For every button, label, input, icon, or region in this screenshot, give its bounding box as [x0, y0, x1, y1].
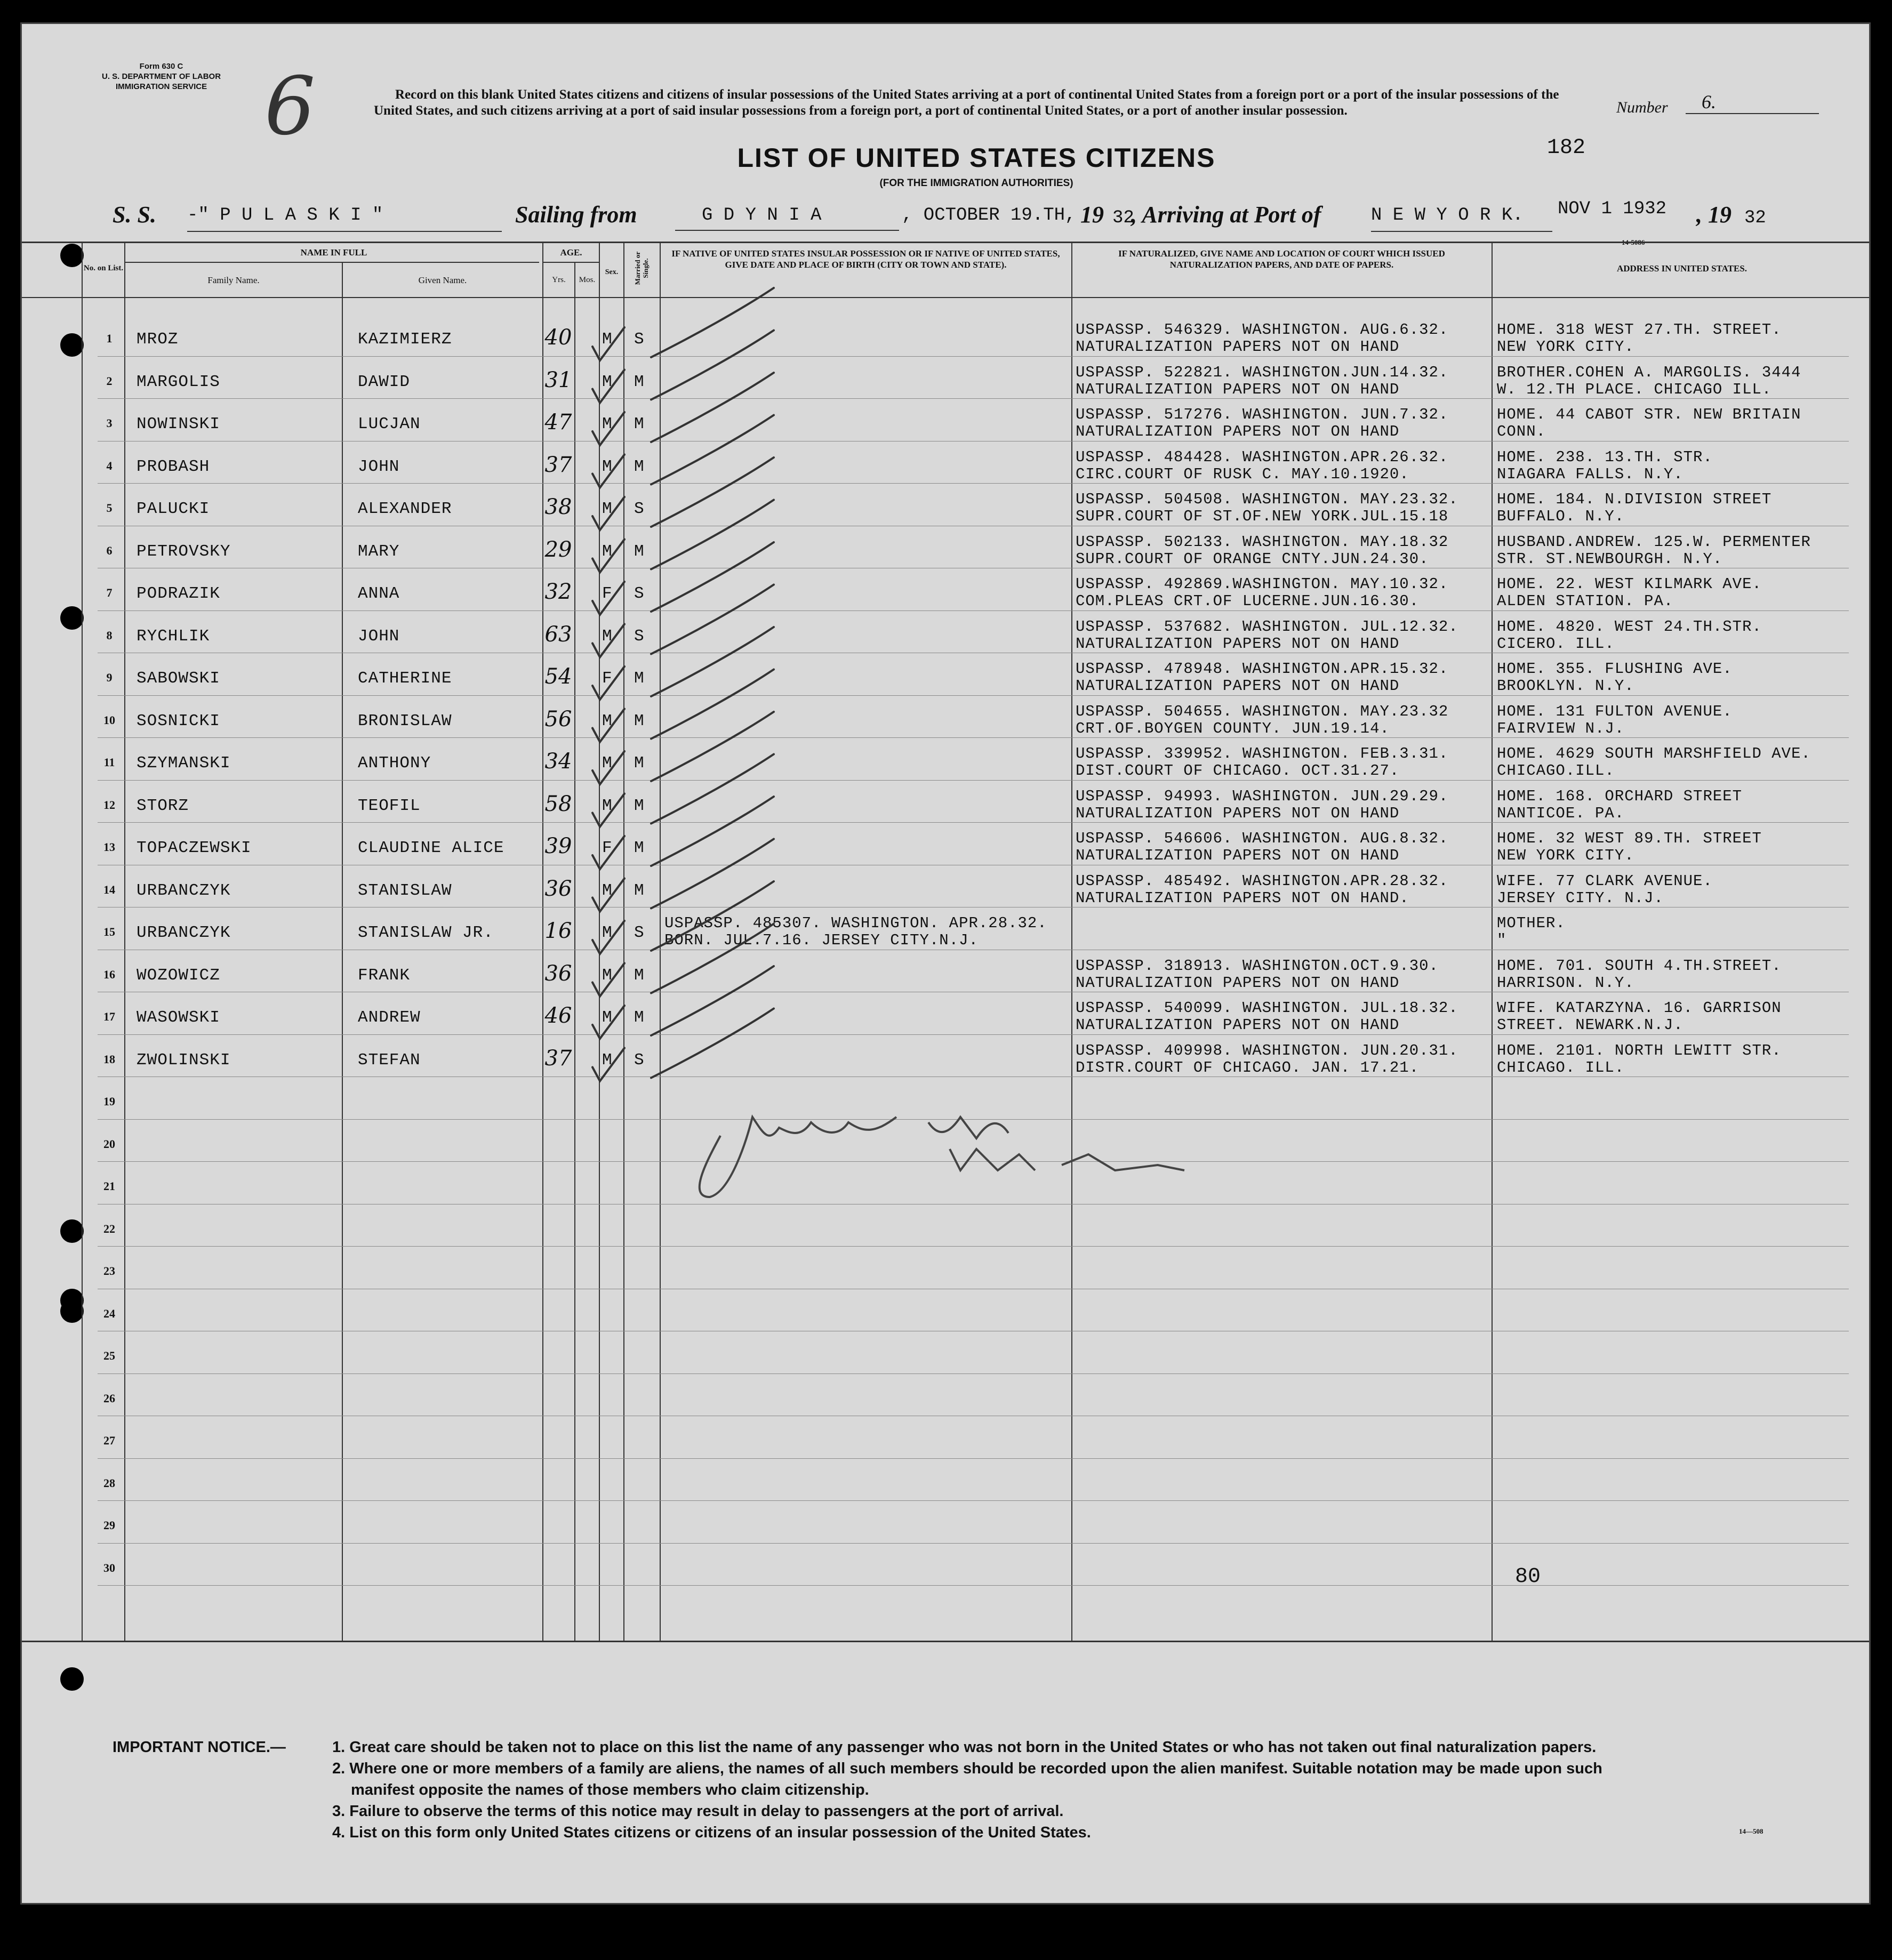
notice-item-4: 4. List on this form only United States citizens or citizens of an insular possession of the United States. [332, 1824, 1091, 1841]
form-preamble: Record on this blank United States citizens and citizens of insular possessions of the United States arriving at a port of continental United States from a foreign port or a port of the insular possessions of the United States, and such citizens arriving at a port of said insular possessions from a foreign port, a port of continental United States, or a port of another insular possession. [374, 87, 1559, 118]
naturalization-line-1: USPASSP. 537682. WASHINGTON. JUL.12.32. [1076, 617, 1458, 636]
naturalization-line-1: USPASSP. 318913. WASHINGTON.OCT.9.30. [1076, 957, 1439, 975]
row-number: 18 [103, 1052, 115, 1066]
row-number: 26 [103, 1391, 115, 1405]
address-line-2: BUFFALO. N.Y. [1497, 508, 1625, 525]
page-subtitle: (FOR THE IMMIGRATION AUTHORITIES) [879, 178, 1073, 189]
given-name: JOHN [358, 626, 400, 646]
age-years: 37 [544, 1046, 572, 1071]
age-years: 31 [544, 367, 572, 392]
family-name: WOZOWICZ [137, 966, 220, 985]
family-name: SOSNICKI [137, 711, 220, 730]
family-name: PODRAZIK [137, 584, 220, 603]
naturalization-line-2: NATURALIZATION PAPERS NOT ON HAND [1076, 380, 1400, 398]
row-number: 12 [103, 798, 115, 812]
naturalization-line-2: NATURALIZATION PAPERS NOT ON HAND [1076, 677, 1400, 695]
header-native: IF NATIVE OF UNITED STATES INSULAR POSSESSION OR IF NATIVE OF UNITED STATES, GIVE DATE AND PLACE OF BIRTH (CITY OR TOWN AND STATE). [671, 248, 1060, 270]
marital-status: M [634, 711, 645, 730]
row-number: 2 [106, 374, 113, 388]
given-name: FRANK [358, 966, 411, 985]
age-years: 47 [544, 410, 572, 435]
address-line-2: FAIRVIEW N.J. [1497, 719, 1625, 737]
address-line-1: HOME. 4820. WEST 24.TH.STR. [1497, 617, 1762, 636]
given-name: ANTHONY [358, 754, 431, 773]
sex: M [602, 796, 613, 815]
header-naturalized: IF NATURALIZED, GIVE NAME AND LOCATION OF COURT WHICH ISSUED NATURALIZATION PAPERS, AND DATE OF PAPERS. [1118, 248, 1445, 270]
age-years: 36 [544, 961, 572, 986]
row-number: 19 [103, 1095, 115, 1108]
address-line-2: STR. ST.NEWBOURGH. N.Y. [1497, 550, 1723, 568]
notice-item-2: 2. Where one or more members of a family are aliens, the names of all such members should be recorded upon the alien manifest. Suitable notation may be made upon such [332, 1760, 1602, 1777]
marital-status: M [634, 839, 645, 857]
address-line-1: HOME. 168. ORCHARD STREET [1497, 787, 1743, 805]
given-name: MARY [358, 542, 400, 561]
family-name: RYCHLIK [137, 626, 210, 646]
naturalization-line-1: USPASSP. 546329. WASHINGTON. AUG.6.32. [1076, 321, 1449, 339]
sex: M [602, 1008, 613, 1027]
row-number: 10 [103, 713, 115, 727]
naturalization-line-1: USPASSP. 517276. WASHINGTON. JUN.7.32. [1076, 406, 1449, 423]
row-number: 15 [103, 925, 115, 938]
row-number: 8 [106, 628, 113, 642]
marital-status: M [634, 542, 645, 561]
handwritten-date [950, 1149, 1184, 1170]
naturalization-line-2: NATURALIZATION PAPERS NOT ON HAND [1076, 804, 1400, 822]
naturalization-line-1: USPASSP. 504508. WASHINGTON. MAY.23.32. [1076, 491, 1458, 508]
header-age: AGE. [560, 247, 582, 258]
row-number: 14 [103, 882, 115, 896]
given-name: KAZIMIERZ [358, 330, 452, 349]
year-prefix: 19 [1080, 202, 1104, 228]
naturalization-line-1: USPASSP. 484428. WASHINGTON.APR.26.32. [1076, 448, 1449, 466]
given-name: TEOFIL [358, 796, 421, 815]
address-line-2: ALDEN STATION. PA. [1497, 592, 1674, 610]
given-name: STEFAN [358, 1050, 421, 1070]
address-line-2: STREET. NEWARK.N.J. [1497, 1016, 1683, 1034]
marital-status: M [634, 1008, 645, 1027]
number-value: 6. [1686, 91, 1819, 114]
age-years: 38 [544, 495, 572, 519]
age-years: 56 [544, 706, 572, 732]
marital-status: M [634, 754, 645, 773]
given-name: ANNA [358, 584, 400, 603]
sex: M [602, 542, 613, 561]
notice-item-2-cont: manifest opposite the names of those members who claim citizenship. [351, 1781, 869, 1798]
given-name: ANDREW [358, 1008, 421, 1027]
sex: M [602, 330, 613, 349]
naturalization-line-2: NATURALIZATION PAPERS NOT ON HAND [1076, 1016, 1400, 1034]
naturalization-line-1: USPASSP. 485492. WASHINGTON.APR.28.32. [1076, 872, 1449, 890]
naturalization-line-1: USPASSP. 540099. WASHINGTON. JUL.18.32. [1076, 999, 1458, 1017]
address-line-1: WIFE. KATARZYNA. 16. GARRISON [1497, 999, 1782, 1017]
row-number: 23 [103, 1264, 115, 1278]
family-name: PROBASH [137, 457, 210, 476]
address-line-2: CHICAGO. ILL. [1497, 1058, 1625, 1077]
address-line-2: JERSEY CITY. N.J. [1497, 889, 1664, 907]
row-number: 3 [106, 416, 113, 430]
age-years: 63 [544, 622, 572, 647]
address-line-2: CONN. [1497, 423, 1546, 440]
naturalization-line-2: CIRC.COURT OF RUSK C. MAY.10.1920. [1076, 465, 1409, 483]
sex: M [602, 1050, 613, 1070]
row-number: 6 [106, 543, 113, 557]
header-married-single: Married or Single. [634, 251, 650, 285]
sex: F [602, 584, 613, 603]
naturalization-line-2: NATURALIZATION PAPERS NOT ON HAND [1076, 847, 1400, 864]
form-service: IMMIGRATION SERVICE [115, 82, 207, 91]
port-from: G D Y N I A [675, 205, 899, 231]
naturalization-line-2: NATURALIZATION PAPERS NOT ON HAND [1076, 338, 1400, 356]
date-sailed: , OCTOBER 19.TH, [902, 205, 1076, 226]
sex: M [602, 754, 613, 773]
address-line-1: MOTHER. [1497, 914, 1566, 932]
sex: M [602, 923, 613, 942]
naturalization-line-2: DISTR.COURT OF CHICAGO. JAN. 17.21. [1076, 1058, 1420, 1077]
family-name: PALUCKI [137, 500, 210, 518]
page-number: 80 [1515, 1565, 1541, 1589]
naturalization-line-2: SUPR.COURT OF ORANGE CNTY.JUN.24.30. [1076, 550, 1429, 568]
address-line-2: NEW YORK CITY. [1497, 338, 1634, 356]
marital-status: M [634, 669, 645, 688]
sailing-label: Sailing from [515, 202, 637, 228]
naturalization-line-2: NATURALIZATION PAPERS NOT ON HAND [1076, 423, 1400, 440]
age-years: 34 [544, 749, 572, 774]
address-line-1: HUSBAND.ANDREW. 125.W. PERMENTER [1497, 533, 1811, 551]
age-years: 29 [544, 537, 572, 562]
naturalization-line-1: USPASSP. 94993. WASHINGTON. JUN.29.29. [1076, 787, 1449, 805]
marital-status: M [634, 457, 645, 476]
arrival-year-suffix: 32 [1744, 208, 1766, 228]
naturalization-line-2: NATURALIZATION PAPERS NOT ON HAND [1076, 634, 1400, 653]
naturalization-line-1: USPASSP. 478948. WASHINGTON.APR.15.32. [1076, 660, 1449, 678]
given-name: STANISLAW JR. [358, 923, 494, 942]
address-line-2: NANTICOE. PA. [1497, 804, 1625, 822]
sex: M [602, 626, 613, 646]
given-name: CATHERINE [358, 669, 452, 688]
marital-status: M [634, 881, 645, 900]
form-number: Form 630 C [139, 62, 183, 71]
marital-status: M [634, 966, 645, 985]
age-years: 32 [544, 580, 572, 604]
sex: M [602, 415, 613, 433]
address-line-1: HOME. 44 CABOT STR. NEW BRITAIN [1497, 406, 1801, 423]
naturalization-line-1: USPASSP. 502133. WASHINGTON. MAY.18.32 [1076, 533, 1449, 551]
address-line-1: HOME. 131 FULTON AVENUE. [1497, 702, 1733, 720]
age-years: 37 [544, 452, 572, 477]
age-years: 36 [544, 876, 572, 901]
header-address: ADDRESS IN UNITED STATES. [1616, 263, 1747, 274]
family-name: URBANCZYK [137, 923, 231, 942]
sex: F [602, 669, 613, 688]
given-name: DAWID [358, 372, 411, 391]
year-suffix: 32 [1112, 208, 1134, 228]
naturalization-line-1: USPASSP. 339952. WASHINGTON. FEB.3.31. [1076, 745, 1449, 762]
address-line-2: HARRISON. N.Y. [1497, 974, 1634, 992]
family-name: URBANCZYK [137, 881, 231, 900]
row-number: 28 [103, 1476, 115, 1490]
address-line-1: HOME. 22. WEST KILMARK AVE. [1497, 575, 1762, 593]
given-name: ALEXANDER [358, 500, 452, 518]
address-line-2: CHICAGO.ILL. [1497, 762, 1615, 780]
naturalization-line-2: NATURALIZATION PAPERS NOT ON HAND. [1076, 889, 1409, 907]
row-number: 7 [106, 586, 113, 599]
marital-status: S [634, 1050, 645, 1070]
family-name: WASOWSKI [137, 1008, 220, 1027]
marital-status: S [634, 330, 645, 349]
given-name: CLAUDINE ALICE [358, 839, 504, 857]
header-yrs: Yrs. [552, 276, 566, 284]
family-name: PETROVSKY [137, 542, 231, 561]
arriving-label: , Arriving at Port of [1131, 202, 1321, 228]
row-number: 4 [106, 459, 113, 472]
handwritten-mark: 6 [264, 60, 316, 153]
arrival-stamp: NOV 1 1932 [1558, 199, 1667, 219]
address-line-1: HOME. 184. N.DIVISION STREET [1497, 491, 1772, 508]
address-line-1: HOME. 2101. NORTH LEWITT STR. [1497, 1041, 1782, 1059]
row-number: 5 [106, 501, 113, 515]
row-number: 13 [103, 840, 115, 854]
arrival-year-prefix: , 19 [1696, 202, 1731, 228]
header-sex: Sex. [605, 268, 619, 276]
address-line-1: HOME. 238. 13.TH. STR. [1497, 448, 1713, 466]
marital-status: S [634, 500, 645, 518]
family-name: TOPACZEWSKI [137, 839, 252, 857]
family-name: MARGOLIS [137, 372, 220, 391]
sex: M [602, 881, 613, 900]
marital-status: M [634, 796, 645, 815]
address-line-1: HOME. 318 WEST 27.TH. STREET. [1497, 321, 1782, 339]
age-years: 46 [544, 1003, 572, 1028]
given-name: JOHN [358, 457, 400, 476]
address-line-1: HOME. 355. FLUSHING AVE. [1497, 660, 1733, 678]
address-line-2: W. 12.TH PLACE. CHICAGO ILL. [1497, 380, 1772, 398]
native-line-1: USPASSP. 485307. WASHINGTON. APR.28.32. [664, 914, 1047, 932]
row-number: 1 [106, 332, 113, 345]
naturalization-line-1: USPASSP. 492869.WASHINGTON. MAY.10.32. [1076, 575, 1449, 593]
stamp-number: 182 [1547, 136, 1586, 160]
row-number: 24 [103, 1306, 115, 1320]
row-number: 29 [103, 1519, 115, 1532]
address-line-1: HOME. 701. SOUTH 4.TH.STREET. [1497, 957, 1782, 975]
address-line-2: NIAGARA FALLS. N.Y. [1497, 465, 1683, 483]
port-arrival: N E W Y O R K. [1371, 205, 1552, 232]
given-name: LUCJAN [358, 415, 421, 433]
address-line-1: BROTHER.COHEN A. MARGOLIS. 3444 [1497, 363, 1801, 381]
given-name: STANISLAW [358, 881, 452, 900]
naturalization-line-2: SUPR.COURT OF ST.OF.NEW YORK.JUL.15.18 [1076, 508, 1449, 525]
naturalization-line-2: NATURALIZATION PAPERS NOT ON HAND [1076, 974, 1400, 992]
family-name: SZYMANSKI [137, 754, 231, 773]
row-number: 30 [103, 1561, 115, 1575]
sex: M [602, 500, 613, 518]
ss-label: S. S. [113, 202, 156, 228]
row-number: 11 [103, 756, 115, 769]
age-years: 40 [544, 325, 572, 350]
form-department: U. S. DEPARTMENT OF LABOR [102, 72, 221, 81]
handwritten-initials [928, 1117, 1008, 1138]
family-name: ZWOLINSKI [137, 1050, 231, 1070]
header-given-name: Given Name. [418, 275, 467, 285]
address-line-2: " [1497, 931, 1507, 949]
marital-status: M [634, 372, 645, 391]
sex: F [602, 839, 613, 857]
age-years: 16 [544, 919, 572, 943]
address-line-2: BROOKLYN. N.Y. [1497, 677, 1634, 695]
row-number: 27 [103, 1434, 115, 1447]
row-number: 16 [103, 967, 115, 981]
page-title: LIST OF UNITED STATES CITIZENS [737, 143, 1216, 173]
address-line-1: HOME. 4629 SOUTH MARSHFIELD AVE. [1497, 745, 1811, 762]
address-line-1: WIFE. 77 CLARK AVENUE. [1497, 872, 1713, 890]
address-line-2: NEW YORK CITY. [1497, 847, 1634, 864]
address-line-2: CICERO. ILL. [1497, 634, 1615, 653]
notice-item-3: 3. Failure to observe the terms of this notice may result in delay to passengers at the port of arrival. [332, 1803, 1064, 1820]
given-name: BRONISLAW [358, 711, 452, 730]
age-years: 58 [544, 791, 572, 816]
row-number: 9 [106, 671, 113, 684]
naturalization-line-1: USPASSP. 546606. WASHINGTON. AUG.8.32. [1076, 830, 1449, 847]
family-name: MROZ [137, 330, 179, 349]
header-mos: Mos. [579, 276, 596, 284]
family-name: NOWINSKI [137, 415, 220, 433]
family-name: SABOWSKI [137, 669, 220, 688]
marital-status: S [634, 584, 645, 603]
sex: M [602, 457, 613, 476]
row-number: 22 [103, 1222, 115, 1235]
printer-code-bottom: 14—508 [1739, 1827, 1763, 1835]
marital-status: M [634, 415, 645, 433]
sex: M [602, 711, 613, 730]
number-label: Number [1616, 99, 1668, 116]
row-number: 25 [103, 1349, 115, 1362]
naturalization-line-2: CRT.OF.BOYGEN COUNTY. JUN.19.14. [1076, 719, 1390, 737]
native-line-2: BORN. JUL.7.16. JERSEY CITY.N.J. [664, 931, 979, 949]
naturalization-line-1: USPASSP. 504655. WASHINGTON. MAY.23.32 [1076, 702, 1449, 720]
naturalization-line-2: DIST.COURT OF CHICAGO. OCT.31.27. [1076, 762, 1400, 780]
row-number: 21 [103, 1179, 115, 1193]
ship-name: -" P U L A S K I " [187, 205, 502, 232]
sex: M [602, 966, 613, 985]
age-years: 54 [544, 664, 572, 689]
naturalization-line-1: USPASSP. 522821. WASHINGTON.JUN.14.32. [1076, 363, 1449, 381]
family-name: STORZ [137, 796, 189, 815]
header-no: No. on List. [83, 264, 124, 272]
notice-item-1: 1. Great care should be taken not to place on this list the name of any passenger who was not born in the United States or who has not taken out final naturalization papers. [332, 1739, 1597, 1756]
marital-status: S [634, 626, 645, 646]
row-number: 20 [103, 1137, 115, 1151]
notice-label: IMPORTANT NOTICE.— [113, 1739, 286, 1756]
header-family-name: Family Name. [207, 275, 260, 285]
sex: M [602, 372, 613, 391]
naturalization-line-1: USPASSP. 409998. WASHINGTON. JUN.20.31. [1076, 1041, 1458, 1059]
handwritten-checkmarks [22, 24, 1871, 1905]
marital-status: S [634, 923, 645, 942]
address-line-1: HOME. 32 WEST 89.TH. STREET [1497, 830, 1762, 847]
naturalization-line-2: COM.PLEAS CRT.OF LUCERNE.JUN.16.30. [1076, 592, 1420, 610]
check-mark [592, 288, 774, 360]
manifest-sheet [20, 22, 1871, 1905]
handwritten-signature [700, 1117, 896, 1197]
header-name-in-full: NAME IN FULL [300, 247, 367, 258]
age-years: 39 [544, 834, 572, 858]
row-number: 17 [103, 1010, 115, 1023]
